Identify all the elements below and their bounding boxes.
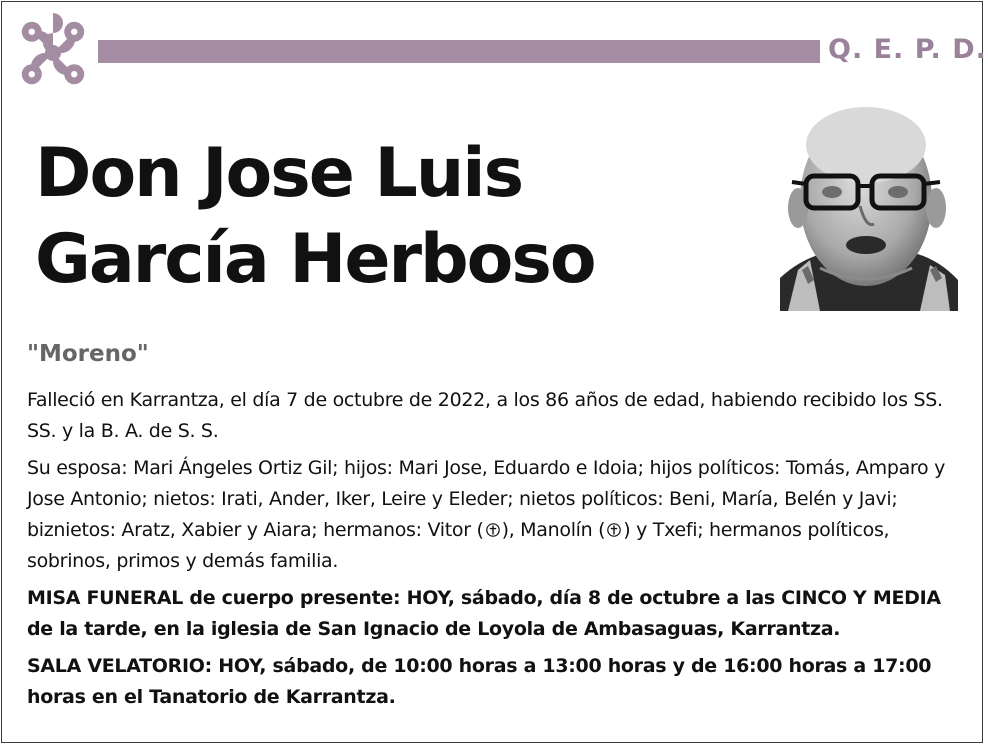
obituary-body <box>27 385 972 719</box>
cross-icon <box>486 523 500 537</box>
funeral-mass: MISA FUNERAL de cuerpo presente: HOY, sábado, día 8 de octubre a las CINCO Y MEDIA de la tarde, en la iglesia de San Ignacio de Loyola de Ambasaguas, Karrantza. <box>27 587 941 640</box>
header-bar <box>98 40 820 63</box>
nickname: "Moreno" <box>27 341 149 367</box>
obituary-frame <box>1 1 987 743</box>
deceased-name <box>35 131 595 303</box>
portrait-photo <box>780 100 958 311</box>
wake-room: SALA VELATORIO: HOY, sábado, de 10:00 horas a 13:00 horas y de 16:00 horas a 17:00 horas en el Tanatorio de Karrantza. <box>27 655 932 708</box>
death-notice: Falleció en Karrantza, el día 7 de octubre de 2022, a los 86 años de edad, habiendo recibido los SS. SS. y la B. A. de S. S. <box>27 389 943 442</box>
family-text-1: Su esposa: Mari Ángeles Ortiz Gil; hijos: Mari Jose, Eduardo e Idoia; hijos políticos: Tomás, Amparo y Jose Antonio; nietos: Irati, Ander, Iker, Leire y Eleder; nietos políticos: Beni, María, Belén y Javi; biznietos: Aratz, Xabier y Aiara; hermanos: Vitor ( <box>27 457 946 541</box>
family-list <box>27 453 972 577</box>
name-line-1: Don Jose Luis <box>35 134 523 213</box>
family-text-3: ) y Txefi; hermanos políticos, sobrinos, primos y demás familia. <box>27 519 890 572</box>
qepd-label: Q. E. P. D. <box>828 34 987 65</box>
name-line-2: García Herboso <box>35 220 595 299</box>
lauburu-icon <box>11 11 95 95</box>
cross-icon <box>607 523 621 537</box>
family-text-2: ), Manolín ( <box>501 519 606 541</box>
